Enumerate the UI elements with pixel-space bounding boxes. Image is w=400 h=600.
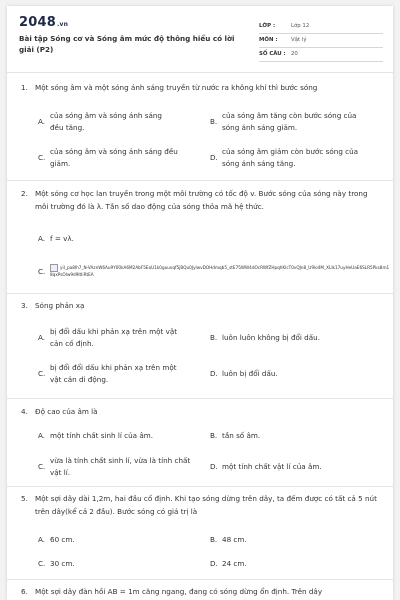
option-2c[interactable] bbox=[38, 264, 390, 284]
option-letter: C. bbox=[38, 369, 46, 378]
question-number: 3. bbox=[21, 301, 28, 310]
option-text: 60 cm. bbox=[50, 535, 75, 544]
question-number: 6. bbox=[21, 587, 28, 596]
question-text: Một sợi dây đàn hồi AB = 1m căng ngang, đang có sóng dừng ổn định. Trên dây bbox=[35, 587, 323, 596]
question-5 bbox=[21, 493, 383, 518]
question-text: Một sóng âm và một sóng ánh sáng truyền từ nước ra không khí thì bước sóng bbox=[35, 83, 318, 92]
option-text: của sóng âm và sóng ánh sáng đều giảm. bbox=[50, 147, 178, 168]
option-text: luôn bị đổi dấu. bbox=[222, 369, 278, 378]
option-letter: A. bbox=[38, 117, 46, 126]
question-2 bbox=[21, 188, 383, 213]
site-logo[interactable]: 2048.vn bbox=[19, 15, 69, 30]
meta-info bbox=[259, 20, 383, 62]
option-letter: B. bbox=[210, 535, 218, 544]
option-letter: D. bbox=[210, 153, 218, 162]
broken-image-icon bbox=[50, 264, 58, 272]
option-letter: A. bbox=[38, 333, 46, 342]
question-text: Một sợi dây dài 1,2m, hai đầu cố định. Khi tạo sóng dừng trên dây, ta đếm được có tất cả 5 nút trên dây(kể cả 2 đầu). Bước sóng có giá trị là bbox=[35, 494, 377, 516]
question-number: 2. bbox=[21, 189, 28, 198]
option-text: 30 cm. bbox=[50, 559, 75, 568]
option-text: một tính chất sinh lí của âm. bbox=[50, 431, 154, 440]
divider bbox=[7, 486, 393, 487]
question-text: Sóng phản xạ bbox=[35, 301, 85, 310]
question-number: 5. bbox=[21, 494, 28, 503]
meta-value: 20 bbox=[291, 51, 298, 57]
option-letter: B. bbox=[210, 117, 218, 126]
question-4 bbox=[21, 406, 383, 419]
option-text: luôn luôn không bị đổi dấu. bbox=[222, 333, 320, 342]
meta-row-subject bbox=[259, 34, 383, 48]
option-letter: C. bbox=[38, 462, 46, 471]
meta-row-class bbox=[259, 20, 383, 34]
document-page bbox=[7, 6, 393, 600]
broken-formula-image: yiI_pa8Ih7_N-VAznW6Au9Y00kA6M2AbF5EoU1k0guuvqf5jBQu0JylwvDOHdmqb5_stE75WW4dOcRWfZHpqhKlcT0vQJn8_U9lo4M_XLIk17uyHeUaE6SLR5Pks8m18qxPsOIw9d9ltIiRtEA bbox=[50, 265, 390, 277]
option-text: của sóng âm và sóng ánh sáng đều tăng. bbox=[50, 111, 162, 132]
option-text: 48 cm. bbox=[222, 535, 247, 544]
divider bbox=[7, 180, 393, 181]
question-text: Một sóng cơ học lan truyền trong một môi trường có tốc độ v. Bước sóng của sóng này trong môi trường đó là λ. Tần số dao động của sóng thỏa mã hệ thức. bbox=[35, 189, 368, 211]
question-6 bbox=[21, 586, 383, 599]
question-number: 1. bbox=[21, 83, 28, 92]
option-letter: C. bbox=[38, 267, 46, 276]
meta-value: Lớp 12 bbox=[291, 23, 310, 29]
option-text: f = vλ. bbox=[50, 234, 74, 243]
question-number: 4. bbox=[21, 407, 28, 416]
option-text: tần số âm. bbox=[222, 431, 261, 440]
meta-label: LỚP : bbox=[259, 23, 276, 29]
option-text: của sóng âm tăng còn bước sóng của sóng ánh sáng giảm. bbox=[222, 111, 357, 132]
option-text: của sóng âm giảm còn bước sóng của sóng ánh sáng tăng. bbox=[222, 147, 359, 168]
option-text: bị đổi đổi dấu khi phản xạ trên một vật cản di động. bbox=[50, 363, 177, 384]
option-text: 24 cm. bbox=[222, 559, 247, 568]
divider bbox=[7, 293, 393, 294]
option-letter: A. bbox=[38, 234, 46, 243]
question-1 bbox=[21, 82, 383, 95]
option-letter: C. bbox=[38, 153, 46, 162]
option-text: một tính chất vật lí của âm. bbox=[222, 462, 322, 471]
divider bbox=[7, 579, 393, 580]
question-text: Độ cao của âm là bbox=[35, 407, 98, 416]
meta-value: Vật lý bbox=[291, 37, 307, 43]
document-title: Bài tập Sóng cơ và Sóng âm mức độ thông hiểu có lời giải (P2) bbox=[19, 34, 235, 54]
option-letter: D. bbox=[210, 462, 218, 471]
option-letter: A. bbox=[38, 535, 46, 544]
meta-label: SỐ CÂU : bbox=[259, 51, 286, 57]
meta-row-count bbox=[259, 48, 383, 62]
option-letter: D. bbox=[210, 559, 218, 568]
option-text: vừa là tính chất sinh lí, vừa là tính chất vật lí. bbox=[50, 456, 191, 477]
divider bbox=[7, 72, 393, 73]
meta-label: MÔN : bbox=[259, 37, 278, 43]
option-letter: B. bbox=[210, 431, 218, 440]
option-letter: C. bbox=[38, 559, 46, 568]
document-header bbox=[7, 6, 393, 64]
divider bbox=[7, 398, 393, 399]
option-text: bị đổi dấu khi phản xạ trên một vật cản cố định. bbox=[50, 327, 178, 348]
logo-suffix: .vn bbox=[56, 21, 69, 28]
option-letter: B. bbox=[210, 333, 218, 342]
option-letter: A. bbox=[38, 431, 46, 440]
option-letter: D. bbox=[210, 369, 218, 378]
question-3 bbox=[21, 300, 383, 313]
